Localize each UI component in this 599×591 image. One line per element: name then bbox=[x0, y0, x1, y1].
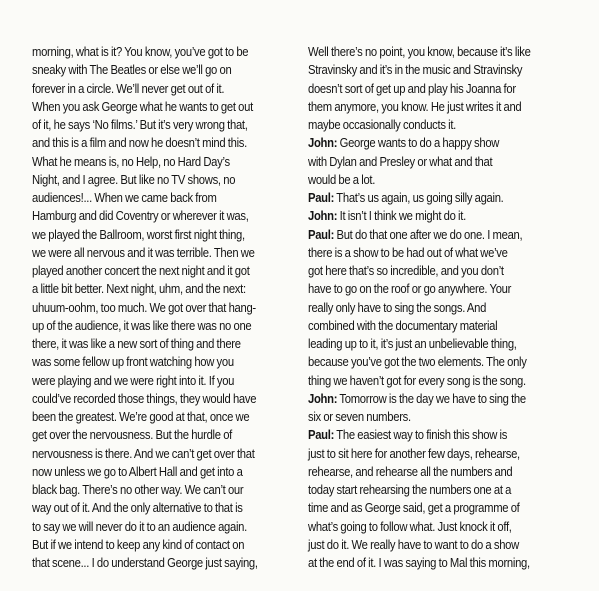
text-line: forever in a circle. We’ll never get out of it. bbox=[32, 80, 225, 96]
text-line bbox=[308, 463, 531, 481]
text-line: there, it was like a new sort of thing and there bbox=[32, 336, 241, 351]
text-line bbox=[308, 43, 531, 61]
text-line bbox=[308, 317, 531, 335]
text-line: of it, he says ‘No films.’ But it’s very wrong that, bbox=[32, 117, 248, 132]
text-line bbox=[308, 426, 531, 444]
text-line bbox=[308, 226, 531, 244]
text-line: was some fellow up front watching how you bbox=[32, 354, 234, 370]
text-line: uhuum-oohm, too much. We got over that hang- bbox=[32, 299, 256, 315]
dialogue-text: six or seven numbers. bbox=[308, 409, 411, 424]
text-line: could’ve recorded those things, they would have bbox=[32, 390, 257, 406]
text-line: been the greatest. We’re good at that, once we bbox=[32, 409, 250, 424]
dialogue-text: with Dylan and Presley or what and that bbox=[308, 153, 493, 169]
dialogue-text: The easiest way to finish this show is bbox=[334, 427, 508, 443]
text-line bbox=[308, 207, 531, 225]
text-line: to say we will never do it to an audience again. bbox=[32, 518, 247, 534]
text-line: Night, and I agree. But like no TV shows, no bbox=[32, 171, 236, 187]
left-text-column bbox=[32, 43, 258, 572]
speaker-label: John: bbox=[308, 390, 338, 406]
text-line bbox=[308, 390, 531, 408]
dialogue-text: leading up to it, it’s just an unbelievable thing, bbox=[308, 336, 517, 351]
text-line bbox=[308, 481, 531, 499]
dialogue-text: Well there’s no point, you know, because it’s like bbox=[308, 44, 531, 59]
text-line: black bag. There’s no other way. We can’t our bbox=[32, 482, 244, 497]
text-line: audiences!... When we came back from bbox=[32, 190, 217, 205]
dialogue-text: because you’ve got the two elements. The only bbox=[308, 354, 527, 370]
text-line: a little bit better. Next night, uhm, and the next: bbox=[32, 281, 246, 297]
text-line: get over the nervousness. But the hurdle of bbox=[32, 427, 232, 443]
text-line: and this is a film and now he doesn’t mind this. bbox=[32, 135, 247, 151]
speaker-label: John: bbox=[308, 208, 338, 224]
dialogue-text: time and as George said, get a programme of bbox=[308, 500, 520, 516]
dialogue-text: have to go on the roof or go anywhere. Your bbox=[308, 281, 512, 297]
speaker-label: Paul: bbox=[308, 190, 335, 205]
text-line: But if we intend to keep any kind of contact on bbox=[32, 536, 245, 552]
text-line bbox=[308, 134, 531, 152]
speaker-label: John: bbox=[308, 135, 338, 151]
text-line bbox=[308, 372, 531, 390]
text-line: way out of it. And the only alternative to that is bbox=[32, 500, 243, 516]
text-line bbox=[308, 244, 531, 262]
text-line bbox=[308, 353, 531, 371]
text-line bbox=[308, 299, 531, 317]
text-line: that scene... I do understand George just saying, bbox=[32, 555, 258, 570]
speaker-label: Paul: bbox=[308, 226, 335, 242]
text-line: we played the Ballroom, worst first night thing, bbox=[32, 226, 245, 242]
text-line: nervousness is there. And we can’t get over that bbox=[32, 445, 255, 461]
dialogue-text: That’s us again, us going silly again. bbox=[334, 190, 504, 205]
dialogue-text: would be a lot. bbox=[308, 171, 376, 187]
dialogue-text: just do it. We really have to want to do a show bbox=[308, 536, 519, 552]
text-line bbox=[308, 499, 531, 517]
dialogue-text: Stravinsky and it’s in the music and Stravinsky bbox=[308, 62, 523, 78]
text-line bbox=[308, 445, 531, 463]
text-line: up of the audience, it was like there was no one bbox=[32, 317, 252, 333]
text-line bbox=[308, 80, 531, 98]
text-line bbox=[308, 116, 531, 134]
text-line bbox=[308, 262, 531, 280]
text-line: sneaky with The Beatles or else we’ll go on bbox=[32, 62, 232, 78]
dialogue-text: thing we haven’t got for every song is the song. bbox=[308, 372, 526, 388]
dialogue-text: what’s going to follow what. Just knock it off, bbox=[308, 518, 512, 534]
text-line: now unless we go to Albert Hall and get into a bbox=[32, 463, 243, 479]
text-line bbox=[308, 153, 531, 171]
text-line bbox=[308, 536, 531, 554]
text-line bbox=[308, 408, 531, 426]
dialogue-text: them anymore, you know. He just writes it and bbox=[308, 98, 522, 114]
text-line bbox=[308, 554, 531, 572]
text-line bbox=[308, 335, 531, 353]
text-line bbox=[308, 61, 531, 79]
text-line: were playing and we were right into it. If you bbox=[32, 372, 235, 388]
text-line bbox=[308, 171, 531, 189]
text-line: played another concert the next night and it got bbox=[32, 263, 250, 278]
dialogue-text: just to sit here for another few days, rehearse, bbox=[308, 445, 520, 461]
text-line: we were all nervous and it was terrible. Then we bbox=[32, 244, 255, 260]
right-text-column bbox=[308, 43, 531, 572]
text-line bbox=[308, 280, 531, 298]
speaker-label: Paul: bbox=[308, 427, 335, 443]
dialogue-text: But do that one after we do one. I mean, bbox=[334, 226, 523, 242]
text-line: When you ask George what he wants to get out bbox=[32, 98, 253, 114]
text-line bbox=[308, 98, 531, 116]
text-line: What he means is, no Help, no Hard Day’s bbox=[32, 153, 230, 169]
dialogue-text: rehearse, and rehearse all the numbers and bbox=[308, 463, 513, 479]
dialogue-text: got here that’s so incredible, and you don’t bbox=[308, 263, 504, 278]
text-line: morning, what is it? You know, you’ve got to be bbox=[32, 44, 249, 59]
dialogue-text: there is a show to be had out of what we’ve bbox=[308, 244, 508, 260]
text-line: Hamburg and did Coventry or wherever it was, bbox=[32, 208, 249, 224]
dialogue-text: maybe occasionally conducts it. bbox=[308, 117, 457, 132]
dialogue-text: Tomorrow is the day we have to sing the bbox=[337, 390, 526, 406]
dialogue-text: It isn’t I think we might do it. bbox=[337, 208, 466, 224]
dialogue-text: George wants to do a happy show bbox=[337, 135, 500, 151]
dialogue-text: at the end of it. I was saying to Mal this morning, bbox=[308, 555, 530, 570]
text-line bbox=[308, 189, 531, 207]
dialogue-text: doesn’t sort of get up and play his Joanna for bbox=[308, 80, 516, 96]
text-line bbox=[308, 518, 531, 536]
dialogue-text: today start rehearsing the numbers one at a bbox=[308, 482, 512, 497]
dialogue-text: combined with the documentary material bbox=[308, 317, 498, 333]
dialogue-text: really only have to sing the songs. And bbox=[308, 299, 487, 315]
